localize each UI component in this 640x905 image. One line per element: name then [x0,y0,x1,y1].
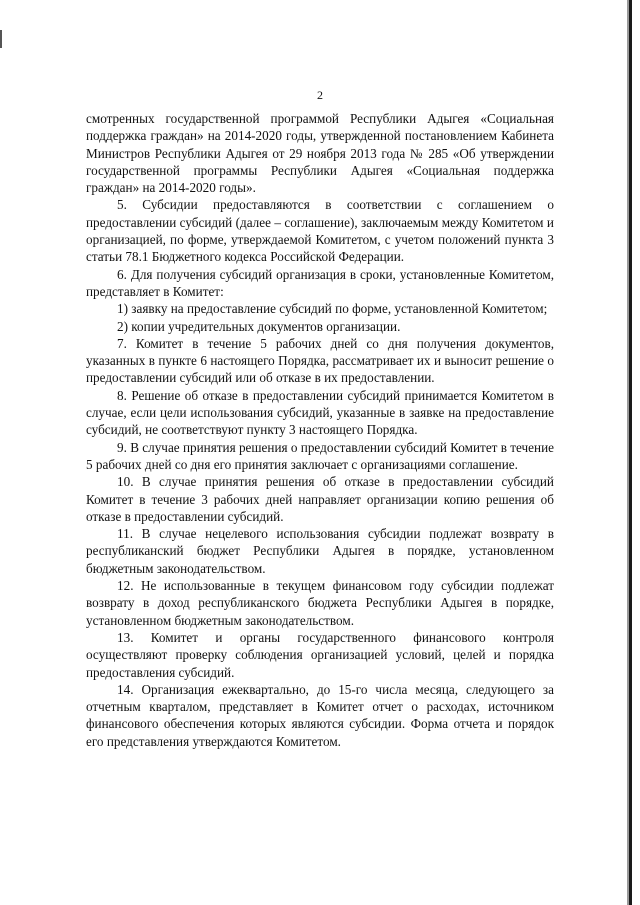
paragraph-10: 10. В случае принятия решения об отказе в предоставлении субсидий Комитет в течение 3 рабочих дней направляет организации копию решения об отказе в предоставлении субсидий. [86,474,554,524]
paragraph-6-item-1: 1) заявку на предоставление субсидий по форме, установленной Комитетом; [117,301,548,317]
paragraph-12: 12. Не использованные в текущем финансовом году субсидии подлежат возврату в доход республиканского бюджета Республики Адыгея в порядке, установленном бюджетным законодательством. [86,578,554,628]
paragraph-13: 13. Комитет и органы государственного финансового контроля осуществляют проверку соблюдения организацией условий, целей и порядка предоставления субсидий. [86,629,554,680]
scan-edge-right [629,0,632,905]
paragraph-5: 5. Субсидии предоставляются в соответствии с соглашением о предоставлении субсидий (далее – соглашение), заключаемым между Комитетом и организацией, по форме, утверждаемой Комитетом, с учетом положений пункта 3 статьи 78.1 Бюджетного кодекса Российской Федерации. [86,197,554,265]
paragraph-7: 7. Комитет в течение 5 рабочих дней со дня получения документов, указанных в пункте 6 настоящего Порядка, рассматривает их и выносит решение о предоставлении субсидий или об отказе в их предоставлении. [86,335,554,386]
paragraph-14: 14. Организация ежеквартально, до 15-го числа месяца, следующего за отчетным кварталом, представляет в Комитет отчет о расходах, источником финансового обеспечения которых являются субсидии. Форма отчета и порядок его представления утверждаются Комитетом. [86,681,554,749]
page-number: 2 [317,88,323,102]
scan-edge-left [0,30,2,48]
paragraph-9: 9. В случае принятия решения о предоставлении субсидий Комитет в течение 5 рабочих дней со дня его принятия заключает с организациями соглашение. [86,439,554,472]
paragraph-continuation: смотренных государственной программой Республики Адыгея «Социальная поддержка граждан» на 2014-2020 годы, утвержденной постановлением Кабинета Министров Республики Адыгея от 29 ноября 2013 года № 285 «Об утверждении государственной программы Республики Адыгея «Социальная поддержка граждан» на 2014-2020 годы». [86,111,554,196]
document-body [86,110,554,750]
paragraph-8: 8. Решение об отказе в предоставлении субсидий принимается Комитетом в случае, если цели использования субсидий, указанные в заявке на предоставление субсидий, не соответствуют пункту 3 настоящего Порядка. [86,387,554,438]
paragraph-6-item-2: 2) копии учредительных документов организации. [117,318,401,334]
paragraph-11: 11. В случае нецелевого использования субсидии подлежат возврату в республиканский бюджет Республики Адыгея в порядке, установленном бюджетным законодательством. [86,526,554,576]
paragraph-6: 6. Для получения субсидий организация в сроки, установленные Комитетом, представляет в Комитет: [86,266,554,299]
